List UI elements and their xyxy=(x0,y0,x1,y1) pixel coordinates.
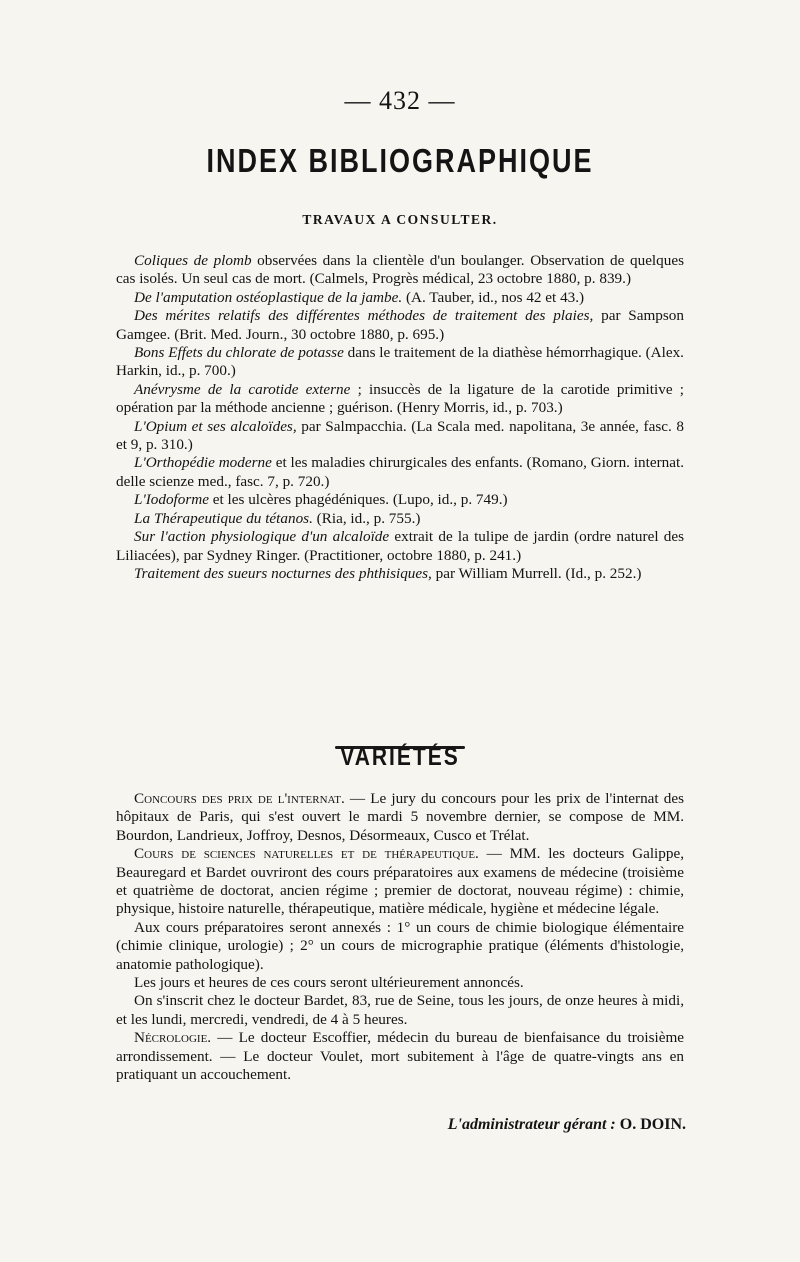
section-heading: TRAVAUX A CONSULTER. xyxy=(302,212,498,227)
reference-item xyxy=(116,307,684,344)
news-text: — Le jury du concours pour les prix de l'internat des hôpitaux de Paris, qui s'est ouvert le mardi 5 novembre dernier, se compose de MM. Bourdon, Landrieux, Joffroy, Desnos, Désormeaux, Cusco et Trélat. xyxy=(116,790,684,844)
reference-item xyxy=(116,565,684,583)
news-list xyxy=(116,790,684,1085)
reference-title: Coliques de plomb xyxy=(134,252,252,269)
news-item xyxy=(116,790,684,845)
news-text: Les jours et heures de ces cours seront ultérieurement annoncés. xyxy=(134,974,524,992)
reference-title: La Thérapeutique du tétanos. xyxy=(134,509,313,527)
reference-title: L'Iodoforme xyxy=(134,491,209,509)
reference-text: par Sampson Gamgee. (Brit. Med. Journ., 30 octobre 1880, p. 695.) xyxy=(116,307,684,343)
reference-text: dans le traitement de la diathèse hémorrhagique. (Alex. Harkin, id., p. 700.) xyxy=(116,344,684,380)
reference-text: (A. Tauber, id., nos 42 et 43.) xyxy=(402,288,585,306)
reference-text: extrait de la tulipe de jardin (ordre naturel des Liliacées), par Sydney Ringer. (Practitioner, octobre 1880, p. 241.) xyxy=(116,528,685,564)
reference-text: (Ria, id., p. 755.) xyxy=(312,509,421,527)
news-item xyxy=(116,845,684,919)
signature xyxy=(0,1116,686,1134)
reference-item xyxy=(116,510,684,528)
reference-title: De l'amputation ostéoplastique de la jambe. xyxy=(134,288,403,306)
reference-item xyxy=(116,491,684,509)
reference-item xyxy=(116,289,684,307)
reference-title: L'Orthopédie moderne xyxy=(134,454,272,472)
news-lead: Cours de sciences naturelles et de thérapeutique. xyxy=(134,845,479,863)
reference-title: Bons Effets du chlorate de potasse xyxy=(134,344,344,362)
reference-title: L'Opium et ses alcaloïdes, xyxy=(134,417,297,435)
reference-text: et les ulcères phagédéniques. (Lupo, id., p. 749.) xyxy=(208,491,508,509)
reference-title: Des mérites relatifs des différentes méthodes de traitement des plaies, xyxy=(134,307,594,325)
reference-item xyxy=(116,344,684,381)
reference-item xyxy=(116,418,684,455)
signature-label: L'administrateur gérant : xyxy=(447,1116,616,1133)
news-text: — MM. les docteurs Galippe, Beauregard et Bardet ouvriront des cours préparatoires aux examens de médecine (troisième et quatrième de doctorat, ancien régime ; premier de doctorat, nouveau régime) : chimie, physique, histoire naturelle, thérapeutique, matière médicale, hygiène et médecine légale. xyxy=(116,845,684,918)
signature-name: O. DOIN. xyxy=(619,1116,686,1133)
page-title: INDEX BIBLIOGRAPHIQUE xyxy=(206,142,594,180)
news-item xyxy=(116,974,684,992)
varietes-heading: VARIÉTÉS xyxy=(340,743,460,772)
reference-text: ; insuccès de la ligature de la carotide primitive ; opération par la méthode ancienne ; guérison. (Henry Morris, id., p. 703.) xyxy=(116,380,684,417)
references-list xyxy=(116,252,684,583)
reference-item xyxy=(116,454,684,491)
page-number: — 432 — xyxy=(344,86,456,115)
reference-title: Sur l'action physiologique d'un alcaloïde xyxy=(134,528,390,546)
news-text: — Le docteur Escoffier, médecin du bureau de bienfaisance du troisième arrondissement. — Le docteur Voulet, mort subitement à l'âge de quatre-vingts ans en pratiquant un accouchement. xyxy=(116,1029,684,1084)
news-text: On s'inscrit chez le docteur Bardet, 83, rue de Seine, tous les jours, de onze heures à midi, et les lundi, mercredi, vendredi, de 4 à 5 heures. xyxy=(116,992,684,1028)
news-lead: Nécrologie. xyxy=(134,1029,212,1047)
news-item xyxy=(116,992,684,1029)
news-item xyxy=(116,1029,684,1084)
news-item xyxy=(116,919,684,974)
news-lead: Concours des prix de l'internat. xyxy=(134,790,345,807)
reference-item xyxy=(116,528,684,565)
reference-title: Traitement des sueurs nocturnes des phthisiques, xyxy=(134,564,432,582)
reference-item xyxy=(116,381,684,418)
reference-text: par Salmpacchia. (La Scala med. napolitana, 3e année, fasc. 8 et 9, p. 310.) xyxy=(116,417,684,454)
news-text: Aux cours préparatoires seront annexés : 1° un cours de chimie biologique élémentaire (chimie clinique, urologie) ; 2° un cours de micrographie pratique (éléments d'histologie, anatomie pathologique). xyxy=(116,918,684,973)
reference-item xyxy=(116,252,684,289)
reference-text: par William Murrell. (Id., p. 252.) xyxy=(431,564,642,582)
reference-text: observées dans la clientèle d'un boulanger. Observation de quelques cas isolés. Un seul cas de mort. (Calmels, Progrès médical, 23 octobre 1880, p. 839.) xyxy=(116,252,684,288)
reference-title: Anévrysme de la carotide externe xyxy=(134,380,351,398)
reference-text: et les maladies chirurgicales des enfants. (Romano, Giorn. internat. delle scienze med., fasc. 7, p. 720.) xyxy=(116,454,684,490)
